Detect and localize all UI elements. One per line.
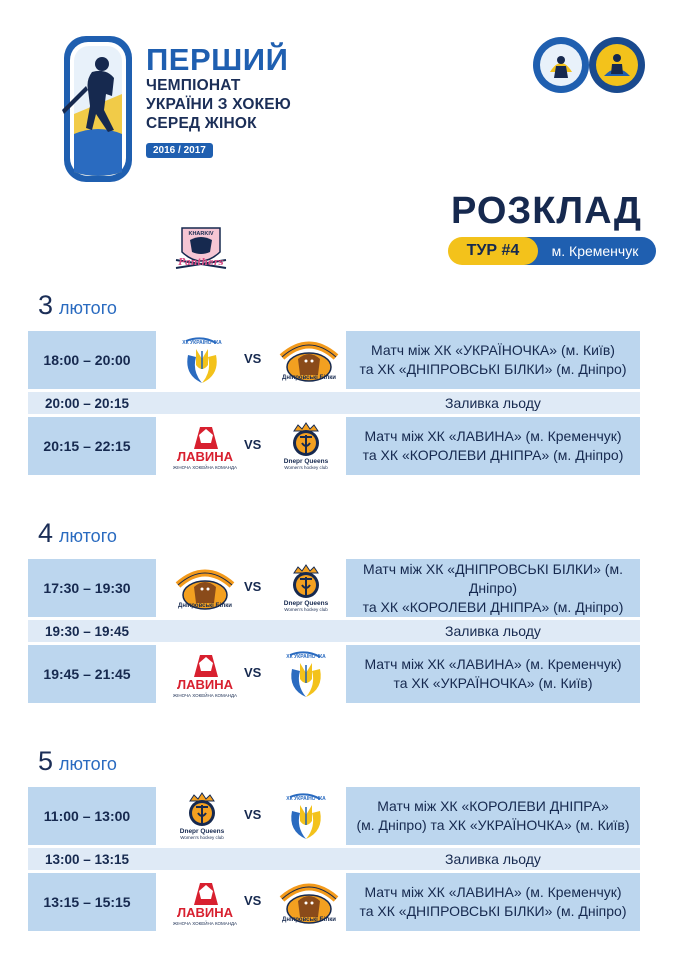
day-month: лютого [59,298,117,318]
day-month: лютого [59,526,117,546]
versus-label: VS [244,665,262,680]
federation-logo-icon [532,36,590,94]
day-block [38,290,650,478]
ukrainochka-logo-icon [172,335,232,385]
match-line-1: Матч між ХК «ЛАВИНА» (м. Кременчук) [364,884,622,900]
lavyna-logo-icon [172,877,238,927]
ice-resurfacing-row [28,620,640,642]
time-slot: 19:45 – 21:45 [43,666,131,682]
ice-resurfacing-row [28,392,640,414]
ice-resurfacing-label: Заливка льоду [445,851,541,867]
match-description [346,559,640,617]
match-description [346,331,640,389]
svg-text:ЛАВИНА: ЛАВИНА [176,677,234,692]
federation-emblem-icon [588,36,646,94]
time-slot: 13:15 – 15:15 [43,894,131,910]
svg-text:Women's hockey club: Women's hockey club [284,607,328,612]
dnepr-queens-logo-icon [172,791,232,841]
match-description [346,787,640,845]
home-team-logo [172,649,238,699]
match-row [28,559,640,617]
day-block [38,746,650,934]
day-label [38,290,650,323]
away-team-logo [276,877,336,927]
match-line-2: та ХК «КОРОЛЕВИ ДНІПРА» (м. Дніпро) [362,447,624,463]
versus-label: VS [244,579,262,594]
day-number: 4 [38,518,54,548]
day-month: лютого [59,754,117,774]
svg-text:ЖІНОЧА ХОКЕЙНА КОМАНДА: ЖІНОЧА ХОКЕЙНА КОМАНДА [172,693,238,698]
title-line-2: ЧЕМПІОНАТ [146,77,241,94]
dniprovski-bilky-logo-icon [172,563,238,613]
home-team-logo [172,563,238,613]
ukrainochka-logo-icon [276,791,336,841]
svg-text:Dnepr Queens: Dnepr Queens [283,600,329,607]
title-line-1: ПЕРШИЙ [146,42,289,77]
dniprovski-bilky-logo-icon [276,335,342,385]
away-team-logo [276,563,336,613]
away-team-logo [276,421,336,471]
match-row [28,873,640,931]
match-row [28,417,640,475]
away-team-logo [276,335,336,385]
teams-panel [156,873,346,931]
dnepr-queens-logo-icon [276,421,336,471]
match-line-2: (м. Дніпро) та ХК «УКРАЇНОЧКА» (м. Київ) [356,817,630,833]
ice-resurfacing-label: Заливка льоду [445,623,541,639]
away-team-logo [276,649,336,699]
teams-panel [156,787,346,845]
match-line-1: Матч між ХК «ЛАВИНА» (м. Кременчук) [364,428,622,444]
lavyna-logo-icon [172,421,238,471]
time-slot: 20:15 – 22:15 [43,438,131,454]
title-line-4: СЕРЕД ЖІНОК [146,115,257,132]
match-line-2: та ХК «ДНІПРОВСЬКІ БІЛКИ» (м. Дніпро) [359,361,627,377]
match-line-1: Матч між ХК «УКРАЇНОЧКА» (м. Київ) [371,342,615,358]
match-line-1: Матч між ХК «ДНІПРОВСЬКІ БІЛКИ» (м. Дніпро) [363,560,623,596]
svg-text:Дніпровські Білки: Дніпровські Білки [178,603,232,609]
versus-label: VS [244,893,262,908]
svg-text:Dnepr Queens: Dnepr Queens [283,458,329,465]
match-row [28,331,640,389]
svg-text:Women's hockey club: Women's hockey club [180,835,224,840]
svg-text:ЛАВИНА: ЛАВИНА [176,905,234,920]
svg-text:Dnepr Queens: Dnepr Queens [179,828,225,835]
day-number: 3 [38,290,54,320]
teams-panel [156,645,346,703]
match-line-2: та ХК «КОРОЛЕВИ ДНІПРА» (м. Дніпро) [362,598,624,615]
home-team-logo [172,877,238,927]
svg-text:Panthers: Panthers [178,258,224,268]
teams-panel [156,417,346,475]
svg-text:ХК УКРАЇНОЧКА: ХК УКРАЇНОЧКА [182,340,222,346]
time-slot: 17:30 – 19:30 [43,580,131,596]
teams-panel [156,331,346,389]
svg-text:KHARKIV: KHARKIV [188,231,214,237]
svg-text:ЛАВИНА: ЛАВИНА [176,449,234,464]
ice-resurfacing-label: Заливка льоду [445,395,541,411]
championship-logo [62,34,134,184]
season-badge: 2016 / 2017 [146,143,213,158]
versus-label: VS [244,437,262,452]
championship-title [146,44,291,158]
match-description [346,417,640,475]
match-description [346,873,640,931]
match-description [346,645,640,703]
match-line-1: Матч між ХК «КОРОЛЕВИ ДНІПРА» [377,798,609,814]
home-team-logo [172,791,238,841]
day-label [38,746,650,779]
day-number: 5 [38,746,54,776]
city-badge: м. Кременчук [522,237,656,265]
time-slot: 19:30 – 19:45 [44,623,130,639]
ice-resurfacing-row [28,848,640,870]
home-team-logo [172,421,238,471]
svg-text:Дніпровські Білки: Дніпровські Білки [282,917,336,923]
svg-text:Дніпровські Білки: Дніпровські Білки [282,375,336,381]
teams-panel [156,559,346,617]
schedule-title: РОЗКЛАД [451,190,642,232]
title-line-3: УКРАЇНИ З ХОКЕЮ [146,96,291,113]
versus-label: VS [244,807,262,822]
time-slot: 13:00 – 13:15 [44,851,130,867]
dnepr-queens-logo-icon [276,563,336,613]
match-row [28,645,640,703]
dniprovski-bilky-logo-icon [276,877,342,927]
svg-text:ЖІНОЧА ХОКЕЙНА КОМАНДА: ЖІНОЧА ХОКЕЙНА КОМАНДА [172,921,238,926]
time-slot: 18:00 – 20:00 [43,352,131,368]
ukrainochka-logo-icon [276,649,336,699]
time-slot: 20:00 – 20:15 [44,395,130,411]
tour-badge: ТУР #4 [448,237,538,265]
time-slot: 11:00 – 13:00 [43,808,131,824]
svg-text:ЖІНОЧА ХОКЕЙНА КОМАНДА: ЖІНОЧА ХОКЕЙНА КОМАНДА [172,465,238,470]
home-team-logo [172,335,238,385]
day-label [38,518,650,551]
svg-text:Women's hockey club: Women's hockey club [284,465,328,470]
match-row [28,787,640,845]
away-team-logo [276,791,336,841]
svg-text:ХК УКРАЇНОЧКА: ХК УКРАЇНОЧКА [286,654,326,660]
day-block [38,518,650,706]
svg-text:ХК УКРАЇНОЧКА: ХК УКРАЇНОЧКА [286,796,326,802]
match-line-2: та ХК «ДНІПРОВСЬКІ БІЛКИ» (м. Дніпро) [359,903,627,919]
lavyna-logo-icon [172,649,238,699]
match-line-1: Матч між ХК «ЛАВИНА» (м. Кременчук) [364,656,622,672]
kharkiv-panthers-logo [172,222,230,272]
match-line-2: та ХК «УКРАЇНОЧКА» (м. Київ) [393,675,593,691]
versus-label: VS [244,351,262,366]
